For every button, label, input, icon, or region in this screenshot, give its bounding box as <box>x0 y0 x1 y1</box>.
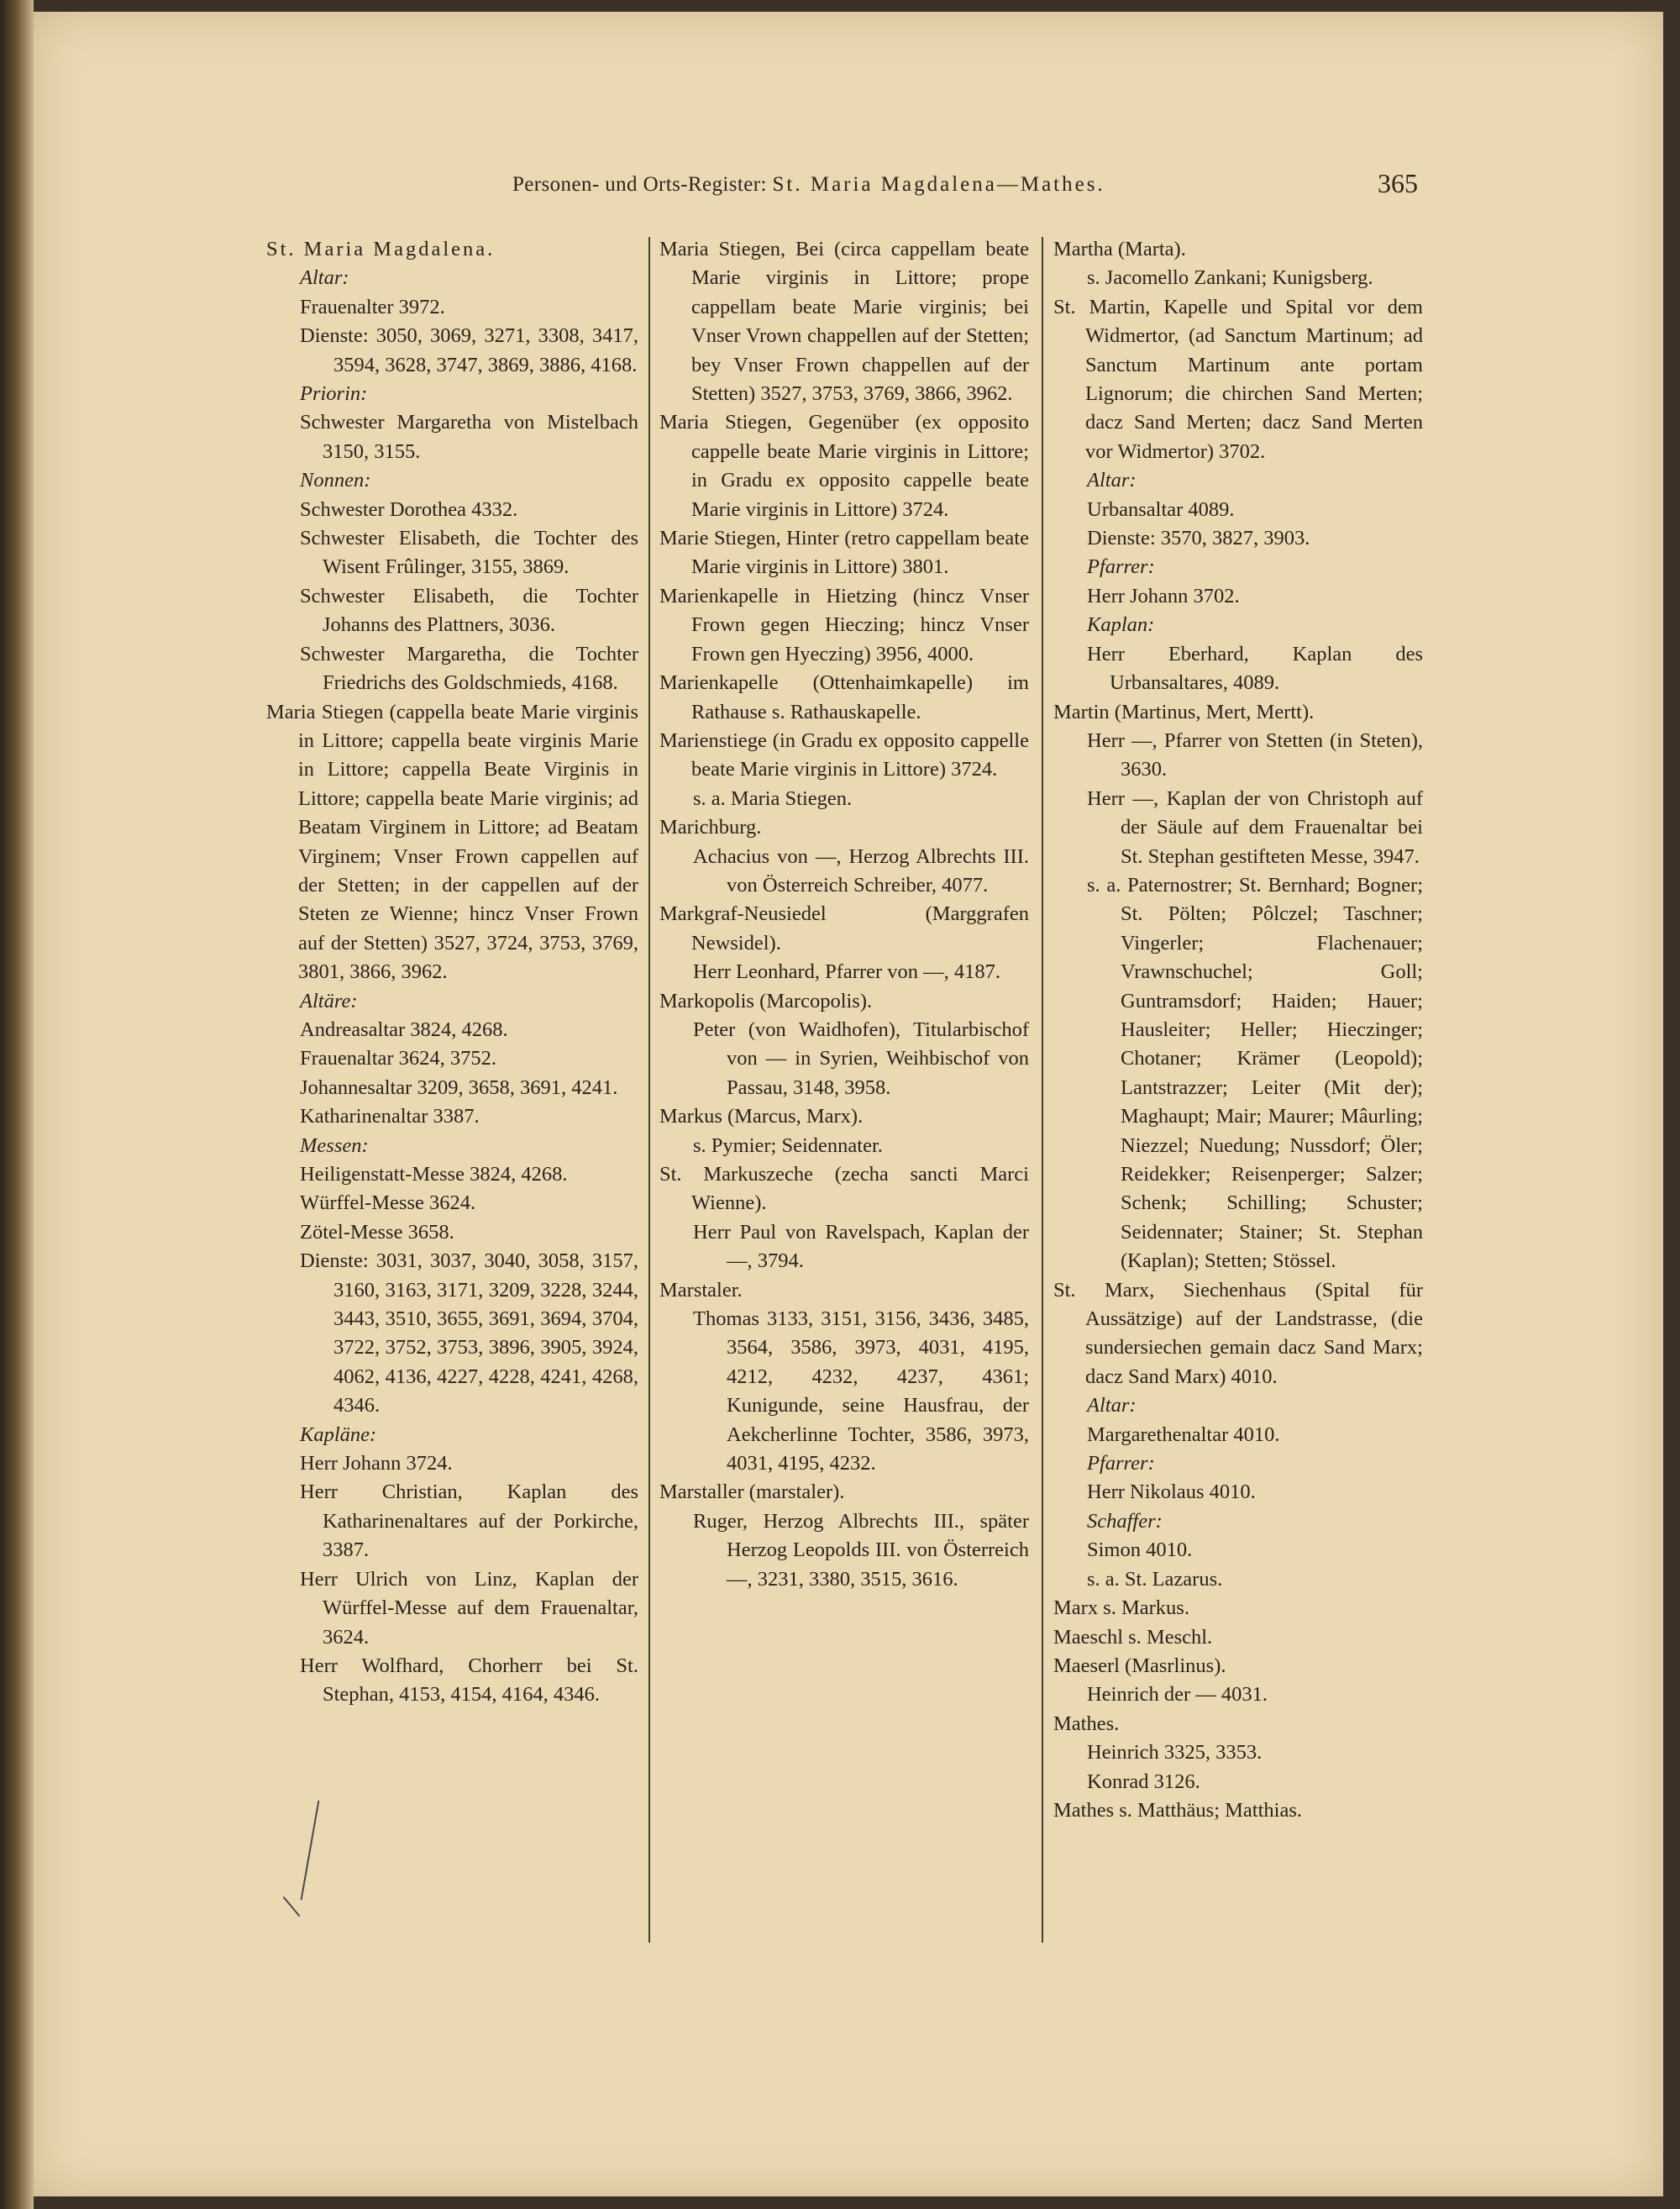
index-entry: St. Marx, Siechenhaus (Spital für Aussätzige) auf der Landstrasse, (die sundersiechen gemain dacz Sand Marx; dacz Sand Marx) 4010. <box>1053 1278 1423 1388</box>
index-entry: s. Pymier; Seidennater. <box>693 1133 883 1157</box>
index-entry: Altar: <box>1087 469 1137 492</box>
index-entry: Pfarrer: <box>1087 555 1155 579</box>
index-entry: Marienstiege (in Gradu ex opposito cappelle beate Marie virginis in Littore) 3724. <box>659 728 1029 781</box>
index-entry: Herr Wolfhard, Chorherr bei St. Stephan, 4153, 4154, 4164, 4346. <box>300 1654 638 1707</box>
index-entry: s. a. St. Lazarus. <box>1087 1567 1223 1591</box>
index-entry: Markus (Marcus, Marx). <box>659 1105 864 1128</box>
running-head-prefix: Personen- und Orts-Register: <box>512 173 767 196</box>
index-column-1 <box>266 235 638 1710</box>
index-entry: Altar: <box>300 266 349 290</box>
index-entry: Frauenaltar 3624, 3752. <box>300 1047 497 1070</box>
index-entry: Schwester Elisabeth, die Tochter Johanns des Plattners, 3036. <box>300 584 638 637</box>
index-entry: Frauenalter 3972. <box>300 295 445 318</box>
index-entry: Herr Johann 3702. <box>1087 584 1240 607</box>
index-entry: Maeserl (Masrlinus). <box>1053 1654 1226 1677</box>
index-entry: Mathes s. Matthäus; Matthias. <box>1053 1798 1303 1822</box>
index-entry: Martha (Marta). <box>1053 238 1186 260</box>
index-entry: Thomas 3133, 3151, 3156, 3436, 3485, 3564, 3586, 3973, 4031, 4195, 4212, 4232, 4237, 4361; Kunigunde, seine Hausfrau, der Aekcherlinne Tochter, 3586, 3973, 4031, 4195, 4232. <box>693 1307 1029 1475</box>
page-number: 365 <box>1378 168 1418 198</box>
index-entry: Maria Stiegen (cappella beate Marie virginis in Littore; cappella beate virginis Marie in Littore; cappella Beate Virginis in Littore; cappella beate Marie virginis; ad Beatam Virginem in Littore; ad Beatam Virginem; Vnser Frown cappellen auf der Stetten; in der cappellen auf der Steten ze Wienne; hincz Vnser Frown auf der Stetten) 3527, 3724, 3753, 3769, 3801, 3866, 3962. <box>266 700 638 984</box>
index-entry: Marienkapelle (Ottenhaimkapelle) im Rathause s. Rathauskapelle. <box>659 671 1029 723</box>
index-entry: Johannesaltar 3209, 3658, 3691, 4241. <box>300 1076 618 1099</box>
index-entry: Maeschl s. Meschl. <box>1053 1625 1213 1649</box>
column-rule-2 <box>1042 237 1043 1943</box>
index-entry: St. Markuszeche (zecha sancti Marci Wienne). <box>659 1163 1029 1215</box>
index-entry: Maria Stiegen, Gegenüber (ex opposito cappelle beate Marie virginis in Littore; in Gradu ex opposito cappelle beate Marie virginis in Littore) 3724. <box>659 411 1029 521</box>
index-entry: Heiligenstatt-Messe 3824, 4268. <box>300 1163 568 1186</box>
index-entry: Zötel-Messe 3658. <box>300 1220 454 1244</box>
index-entry: Herr Paul von Ravelspach, Kaplan der —, 3794. <box>693 1220 1029 1273</box>
running-head <box>512 173 1105 197</box>
index-entry: Nonnen: <box>300 469 371 492</box>
index-entry: Priorin: <box>300 382 368 406</box>
running-head-topic: St. Maria Magdalena—Mathes. <box>772 173 1105 196</box>
index-column-2 <box>659 235 1029 1594</box>
index-entry: Marx s. Markus. <box>1053 1596 1189 1620</box>
column-rule-1 <box>648 237 650 1943</box>
index-entry: Marie Stiegen, Hinter (retro cappellam beate Marie virginis in Littore) 3801. <box>659 527 1029 579</box>
index-entry: Markopolis (Marcopolis). <box>659 989 873 1012</box>
index-entry: Heinrich 3325, 3353. <box>1087 1741 1263 1765</box>
index-entry: Martin (Martinus, Mert, Mertt). <box>1053 700 1315 723</box>
index-entry: Margarethenaltar 4010. <box>1087 1423 1280 1446</box>
index-entry: Herr Nikolaus 4010. <box>1087 1481 1256 1504</box>
index-entry: St. Maria Magdalena. <box>266 238 496 260</box>
index-entry: Herr Johann 3724. <box>300 1452 453 1475</box>
index-entry: Altäre: <box>300 989 358 1012</box>
index-entry: Herr —, Pfarrer von Stetten (in Steten), 3630. <box>1087 728 1423 781</box>
index-entry: Ruger, Herzog Albrechts III., später Herzog Leopolds III. von Österreich —, 3231, 3380, 3515, 3616. <box>693 1509 1029 1591</box>
index-entry: Achacius von —, Herzog Albrechts III. von Österreich Schreiber, 4077. <box>693 844 1029 897</box>
index-entry: Schwester Margaretha von Mistelbach 3150, 3155. <box>300 411 638 463</box>
index-entry: Andreasaltar 3824, 4268. <box>300 1018 508 1041</box>
index-entry: Würffel-Messe 3624. <box>300 1191 476 1215</box>
index-entry: Altar: <box>1087 1394 1137 1417</box>
index-column-3 <box>1053 235 1423 1825</box>
index-entry: Messen: <box>300 1133 369 1157</box>
index-entry: Katharinenaltar 3387. <box>300 1105 480 1128</box>
index-entry: s. Jacomello Zankani; Kunigsberg. <box>1087 266 1373 290</box>
index-entry: Herr Eberhard, Kaplan des Urbansaltares, 4089. <box>1087 642 1423 695</box>
index-entry: Schwester Elisabeth, die Tochter des Wisent Frûlinger, 3155, 3869. <box>300 527 638 579</box>
index-entry: Schwester Dorothea 4332. <box>300 497 518 521</box>
index-entry: Kaplan: <box>1087 613 1155 637</box>
index-entry: Dienste: 3050, 3069, 3271, 3308, 3417, 3594, 3628, 3747, 3869, 3886, 4168. <box>300 324 638 376</box>
index-entry: Schaffer: <box>1087 1509 1163 1533</box>
index-entry: Konrad 3126. <box>1087 1770 1200 1793</box>
index-entry: Markgraf-Neusiedel (Marggrafen Newsidel). <box>659 902 1029 955</box>
index-entry: Simon 4010. <box>1087 1538 1193 1562</box>
index-entry: s. a. Paternostrer; St. Bernhard; Bogner; St. Pölten; Pôlczel; Taschner; Vingerler; Flachenauer; Vrawnschuchel; Goll; Guntramsdorf; Haiden; Hauer; Hausleiter; Heller; Hieczinger; Chotaner; Krämer (Leopold); Lantstrazzer; Leiter (Mit der); Maghaupt; Mair; Maurer; Mâurling; Niezzel; Nuedung; Nussdorf; Öler; Reidekker; Reisenperger; Salzer; Schenk; Schilling; Schuster; Seidennater; Stainer; St. Stephan (Kaplan); Stetten; Stössel. <box>1087 873 1423 1273</box>
index-entry: Heinrich der — 4031. <box>1087 1683 1268 1707</box>
index-entry: Herr —, Kaplan der von Christoph auf der Säule auf dem Frauenaltar bei St. Stephan gestifteten Messe, 3947. <box>1087 786 1423 868</box>
index-entry: Kapläne: <box>300 1423 377 1446</box>
index-entry: Schwester Margaretha, die Tochter Friedrichs des Goldschmieds, 4168. <box>300 642 638 695</box>
index-entry: Maria Stiegen, Bei (circa cappellam beate Marie virginis in Littore; prope cappellam beate Marie virginis; bei Vnser Vrown chappellen auf der Stetten; bey Vnser Frown chappellen auf der Stetten) 3527, 3753, 3769, 3866, 3962. <box>659 238 1029 406</box>
index-entry: Marichburg. <box>659 816 762 839</box>
index-entry: Dienste: 3570, 3827, 3903. <box>1087 527 1310 550</box>
book-spine-edge <box>0 0 34 2209</box>
index-entry: Pfarrer: <box>1087 1452 1155 1475</box>
index-entry: Urbansaltar 4089. <box>1087 497 1235 521</box>
index-entry: Dienste: 3031, 3037, 3040, 3058, 3157, 3160, 3163, 3171, 3209, 3228, 3244, 3443, 3510, 3655, 3691, 3694, 3704, 3722, 3752, 3753, 3896, 3905, 3924, 4062, 4136, 4227, 4228, 4241, 4268, 4346. <box>300 1249 638 1417</box>
index-entry: St. Martin, Kapelle und Spital vor dem Widmertor, (ad Sanctum Martinum; ad Sanctum Martinum ante portam Lignorum; die chirchen Sand Merten; dacz Sand Merten; dacz Sand Merten vor Widmertor) 3702. <box>1053 295 1423 463</box>
index-entry: Marstaler. <box>659 1278 743 1302</box>
index-entry: Herr Ulrich von Linz, Kaplan der Würffel-Messe auf dem Frauenaltar, 3624. <box>300 1567 638 1649</box>
index-entry: Marstaller (marstaler). <box>659 1481 845 1504</box>
index-entry: Herr Christian, Kaplan des Katharinenaltares auf der Porkirche, 3387. <box>300 1481 638 1562</box>
index-entry: s. a. Maria Stiegen. <box>693 786 853 810</box>
index-entry: Marienkapelle in Hietzing (hincz Vnser Frown gegen Hieczing; hincz Vnser Frown gen Hyeczing) 3956, 4000. <box>659 584 1029 665</box>
index-entry: Peter (von Waidhofen), Titularbischof von — in Syrien, Weihbischof von Passau, 3148, 3958. <box>693 1018 1029 1099</box>
index-entry: Herr Leonhard, Pfarrer von —, 4187. <box>693 960 1001 984</box>
index-entry: Mathes. <box>1053 1712 1120 1735</box>
